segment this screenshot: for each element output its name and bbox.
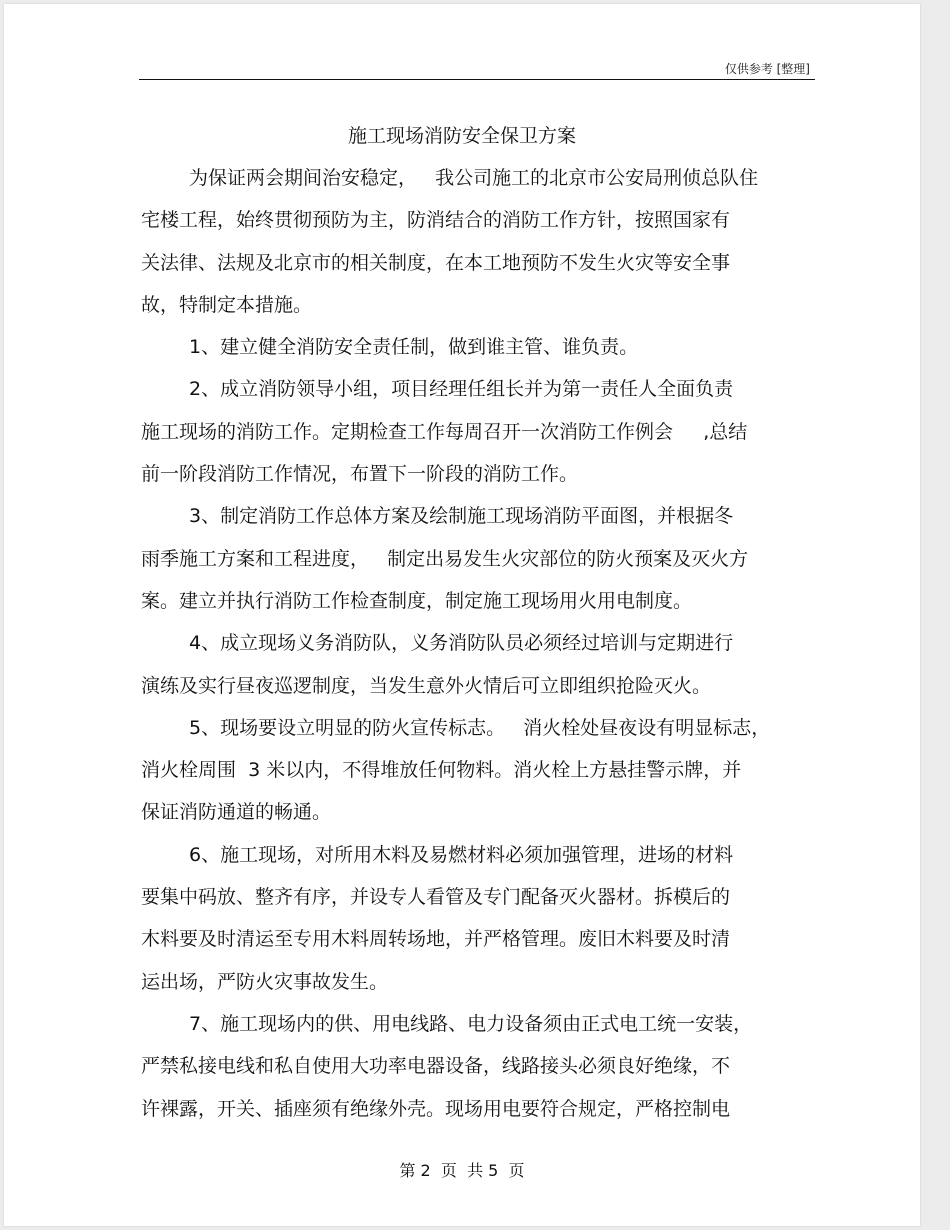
text-line: 演练及实行昼夜巡逻制度，当发生意外火情后可立即组织抢险灭火。 — [141, 674, 712, 697]
text-line: 许裸露，开关、插座须有绝缘外壳。现场用电要符合规定，严格控制电 — [141, 1097, 731, 1120]
text-line: 关法律、法规及北京市的相关制度，在本工地预防不发生火灾等安全事 — [141, 251, 731, 274]
header-divider — [139, 79, 815, 80]
text-line: 1、建立健全消防安全责任制，做到谁主管、谁负责。 — [189, 336, 639, 359]
text-line: 木料要及时清运至专用木料周转场地，并严格管理。废旧木料要及时清 — [141, 928, 731, 951]
text-line: 保证消防通道的畅通。 — [141, 801, 332, 824]
text-line: 2、成立消防领导小组，项目经理任组长并为第一责任人全面负责 — [189, 378, 734, 401]
text-line: 运出场，严防火灾事故发生。 — [141, 970, 389, 993]
document-page — [4, 4, 920, 1226]
text-line: 案。建立并执行消防工作检查制度，制定施工现场用火用电制度。 — [141, 589, 693, 612]
document-body — [141, 157, 821, 1130]
text-line: 消火栓周围 3 米以内，不得堆放任何物料。消火栓上方悬挂警示牌，并 — [141, 759, 742, 782]
text-line: 4、成立现场义务消防队，义务消防队员必须经过培训与定期进行 — [189, 632, 734, 655]
text-line: 前一阶段消防工作情况，布置下一阶段的消防工作。 — [141, 463, 579, 486]
text-line: 故，特制定本措施。 — [141, 293, 313, 316]
text-line: 5、现场要设立明显的防火宣传标志。 消火栓处昼夜设有明显标志， — [189, 716, 771, 739]
text-line: 宅楼工程，始终贯彻预防为主，防消结合的消防工作方针，按照国家有 — [141, 209, 731, 232]
text-line: 施工现场的消防工作。定期检查工作每周召开一次消防工作例会 ,总结 — [141, 420, 748, 443]
text-line: 要集中码放、整齐有序，并设专人看管及专门配备灭火器材。拆模后的 — [141, 886, 731, 909]
text-line: 6、施工现场，对所用木料及易燃材料必须加强管理，进场的材料 — [189, 843, 734, 866]
text-line: 3、制定消防工作总体方案及绘制施工现场消防平面图，并根据冬 — [189, 505, 734, 528]
text-line: 严禁私接电线和私自使用大功率电器设备，线路接头必须良好绝缘，不 — [141, 1055, 731, 1078]
page-footer: 第 2 页 共 5 页 — [399, 1161, 525, 1180]
text-line: 雨季施工方案和工程进度， 制定出易发生火灾部位的防火预案及灭火方 — [141, 547, 749, 570]
text-line: 7、施工现场内的供、用电线路、电力设备须由正式电工统一安装， — [189, 1012, 753, 1035]
document-title: 施工现场消防安全保卫方案 — [347, 125, 576, 147]
page-header: 仅供参考 [整理] — [724, 62, 810, 76]
text-line: 为保证两会期间治安稳定， 我公司施工的北京市公安局刑侦总队住 — [189, 167, 759, 189]
